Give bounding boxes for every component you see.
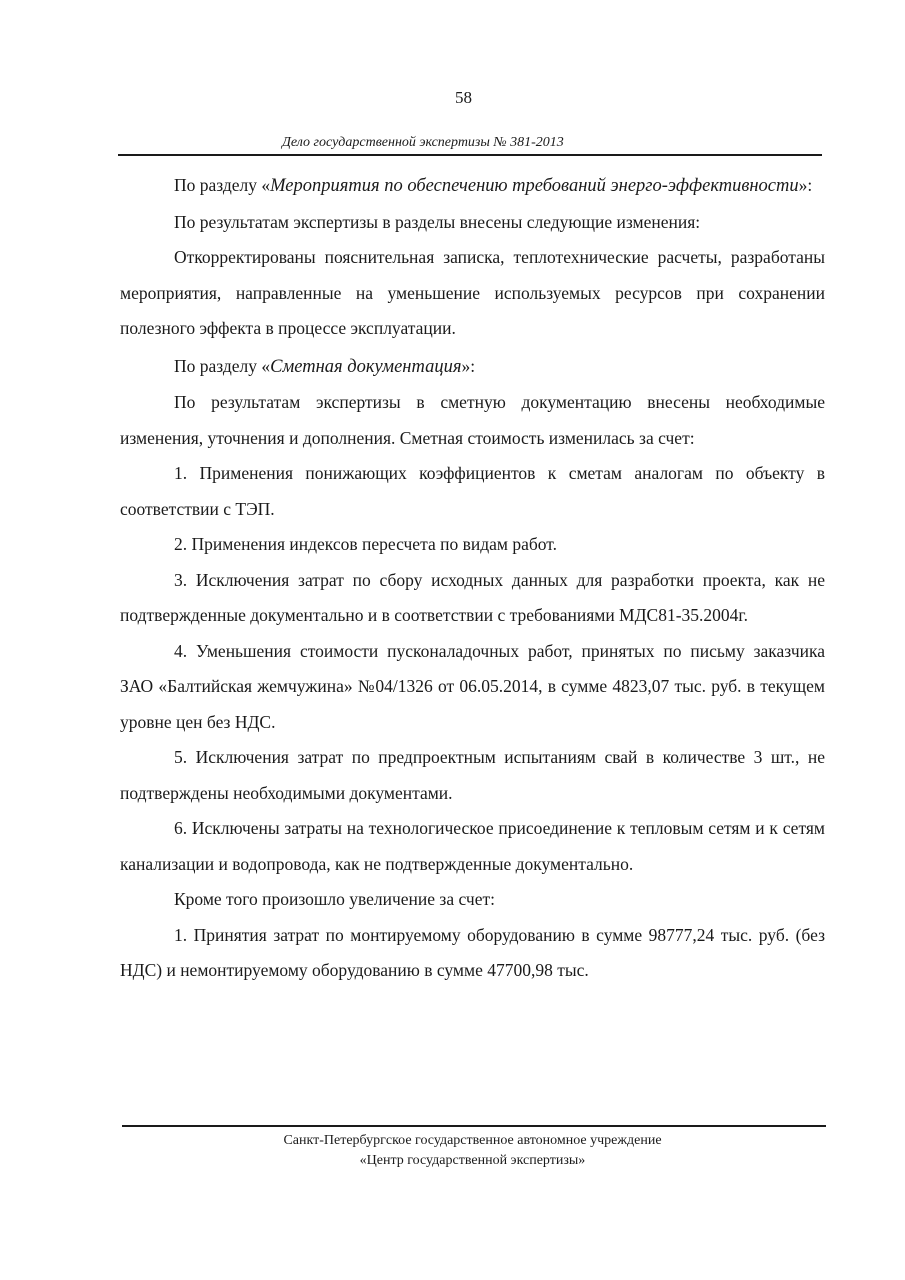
paragraph: Кроме того произошло увеличение за счет: (174, 889, 495, 909)
document-body (120, 168, 825, 989)
paragraph: По результатам экспертизы в сметную документацию внесены необходимые изменения, уточнения и дополнения. Сметная стоимость изменилась за счет: (120, 392, 825, 448)
header-divider (118, 154, 822, 156)
list-item: 6. Исключены затраты на технологическое присоединение к тепловым сетям и к сетям канализации и водопровода, как не подтвержденные документально. (120, 818, 825, 874)
list-item: 3. Исключения затрат по сбору исходных данных для разработки проекта, как не подтвержденные документально и в соответствии с требованиями МДС81-35.2004г. (120, 569, 825, 625)
footer (120, 1131, 825, 1171)
section-heading-energy: По разделу «Мероприятия по обеспечению требований энерго-эффективности»: (174, 175, 813, 196)
list-item: 4. Уменьшения стоимости пусконаладочных работ, принятых по письму заказчика ЗАО «Балтийская жемчужина» №04/1326 от 06.05.2014, в сумме 4823,07 тыс. руб. в текущем уровне цен без НДС. (120, 640, 825, 732)
list-item: 1. Применения понижающих коэффициентов к сметам аналогам по объекту в соответствии с ТЭП. (120, 463, 825, 519)
list-item: 2. Применения индексов пересчета по видам работ. (174, 534, 557, 554)
footer-line: Санкт-Петербургское государственное автономное учреждение (283, 1133, 662, 1148)
section-heading-estimate: По разделу «Сметная документация»: (174, 355, 476, 377)
paragraph: По результатам экспертизы в разделы внесены следующие изменения: (174, 211, 701, 232)
footer-line: «Центр государственной экспертизы» (359, 1153, 586, 1168)
page-number: 58 (455, 88, 472, 107)
running-header: Дело государственной экспертизы № 381-2013 (282, 135, 564, 150)
list-item: 5. Исключения затрат по предпроектным испытаниям свай в количестве 3 шт., не подтверждены необходимыми документами. (120, 747, 825, 803)
paragraph: Откорректированы пояснительная записка, теплотехнические расчеты, разработаны мероприятия, направленные на уменьшение используемых ресурсов при сохранении полезного эффекта в процессе эксплуатации. (120, 247, 825, 338)
list-item: 1. Принятия затрат по монтируемому оборудованию в сумме 98777,24 тыс. руб. (без НДС) и немонтируемому оборудованию в сумме 47700,98 тыс. (120, 924, 825, 980)
footer-divider (122, 1125, 826, 1127)
